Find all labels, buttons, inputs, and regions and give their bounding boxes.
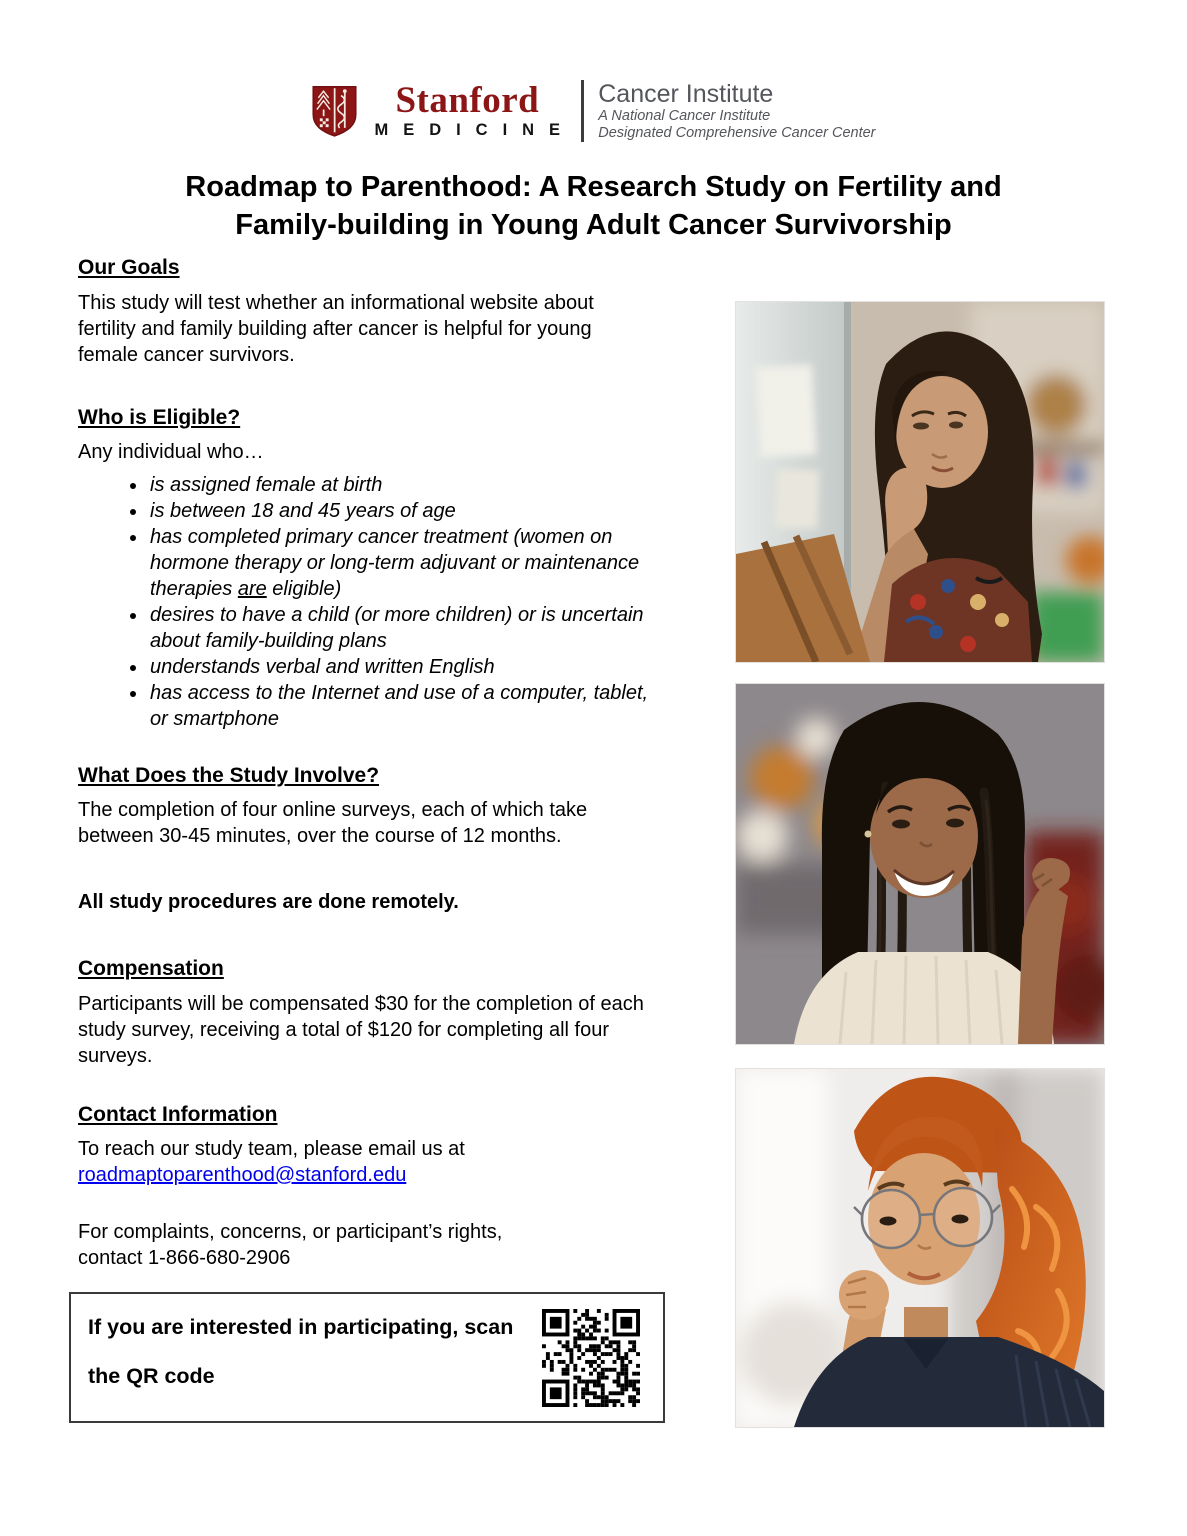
eligibility-bullet [148, 602, 658, 654]
goals-paragraph: This study will test whether an informational website about fertility and family building after cancer is helpful for young female cancer survivors. [78, 292, 594, 366]
contact-heading: Contact Information [78, 1103, 278, 1126]
stanford-wordmark [369, 79, 566, 140]
photo-woman-glasses [735, 1068, 1105, 1428]
stanford-medicine-logo [0, 80, 1187, 142]
goals-heading: Our Goals [78, 256, 180, 279]
photo-woman-braids [735, 683, 1105, 1045]
cancer-institute-block [598, 80, 875, 142]
eligibility-bullet [148, 524, 658, 602]
page-title [0, 168, 1187, 244]
eligibility-bullet [148, 472, 658, 498]
bullet-text: is between 18 and 45 years of age [150, 500, 456, 522]
qr-callout-text [88, 1303, 538, 1401]
bullet-underline: are [237, 578, 267, 600]
bullet-text: has completed primary cancer treatment (women on hormone therapy or long-term adjuvant or maintenance therapies [150, 526, 640, 600]
qr-callout-box [69, 1292, 665, 1423]
medicine-wordmark: M E D I C I N E [374, 120, 566, 139]
page-title-line1: Roadmap to Parenthood: A Research Study on Fertility and [185, 171, 1002, 203]
compensation-heading: Compensation [78, 957, 224, 980]
logo-divider [581, 80, 584, 142]
compensation-paragraph: Participants will be compensated $30 for the completion of each study survey, receiving a total of $120 for completing all four surveys. [78, 993, 644, 1067]
page-title-line2: Family-building in Young Adult Cancer Survivorship [235, 209, 952, 241]
complaints-paragraph [78, 1219, 658, 1271]
institute-name: Cancer Institute [598, 80, 774, 108]
qr-code [542, 1309, 640, 1407]
qr-callout-line2: scan the QR code [88, 1315, 514, 1388]
complaints-line2: contact 1-866-680-2906 [78, 1247, 291, 1269]
involve-heading: What Does the Study Involve? [78, 764, 380, 787]
bullet-text: understands verbal and written English [150, 656, 495, 678]
eligibility-heading: Who is Eligible? [78, 406, 241, 429]
remote-note: All study procedures are done remotely. [78, 891, 459, 913]
contact-paragraph [78, 1136, 658, 1188]
bullet-text: eligible) [266, 578, 342, 600]
bullet-text: is assigned female at birth [150, 474, 383, 496]
eligibility-bullet [148, 680, 658, 732]
eligibility-bullet [148, 654, 658, 680]
bullet-text: has access to the Internet and use of a computer, tablet, or smartphone [150, 682, 649, 730]
contact-email-intro: To reach our study team, please email us at [78, 1138, 465, 1160]
involve-paragraph: The completion of four online surveys, each of which take between 30-45 minutes, over the course of 12 months. [78, 799, 588, 847]
study-email-link[interactable]: roadmaptoparenthood@stanford.edu [78, 1164, 407, 1186]
eligibility-bullet [148, 498, 658, 524]
institute-tagline-line1: A National Cancer Institute [598, 108, 771, 124]
stanford-shield-icon [311, 80, 358, 142]
eligibility-intro: Any individual who… [78, 441, 264, 463]
bullet-text: desires to have a child (or more children) or is uncertain about family-building plans [150, 604, 644, 652]
qr-callout-line1: If you are interested in participating, [88, 1315, 459, 1339]
institute-tagline-line2: Designated Comprehensive Cancer Center [598, 125, 876, 141]
content-column [78, 256, 658, 1271]
eligibility-list [78, 472, 658, 732]
stanford-name: Stanford [395, 79, 540, 121]
complaints-line1: For complaints, concerns, or participant’s rights, [78, 1221, 503, 1243]
photo-woman-window [735, 301, 1105, 663]
